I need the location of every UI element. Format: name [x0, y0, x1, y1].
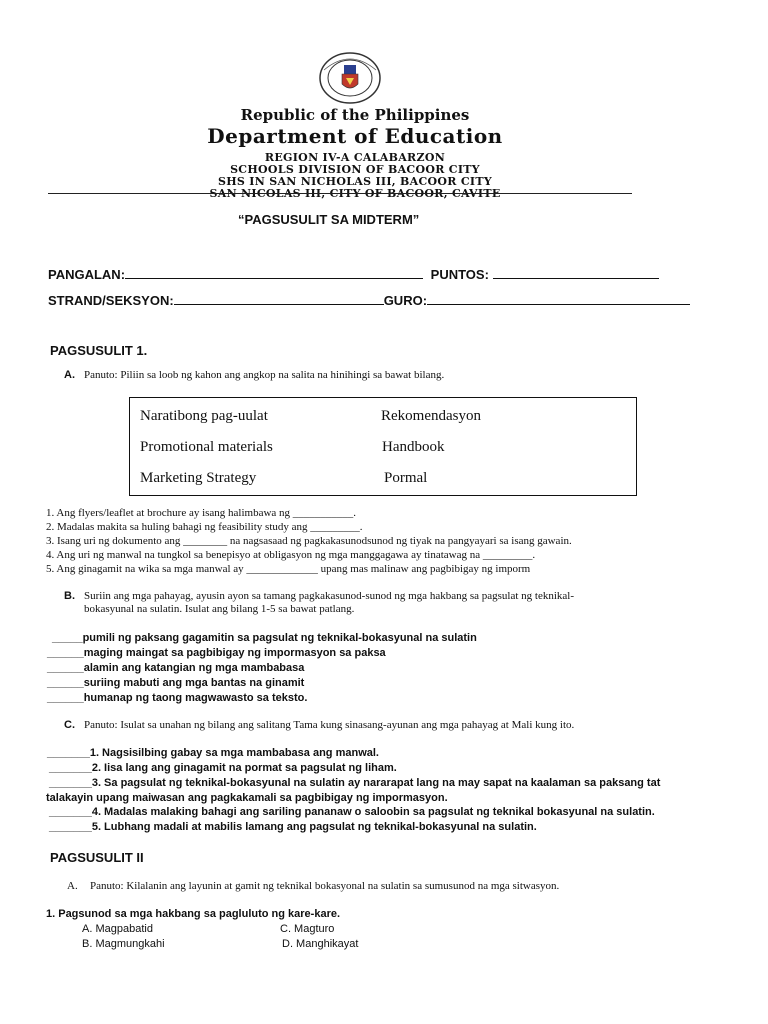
- test1-b-item-4: ______suriing mabuti ang mga bantas na ginamit: [47, 677, 305, 689]
- strand-blank[interactable]: [174, 292, 384, 305]
- choice-4: Handbook: [382, 439, 445, 455]
- choice-2: Rekomendasyon: [381, 408, 481, 424]
- header-divider: [48, 193, 632, 194]
- test2-a-letter: A.: [67, 880, 78, 892]
- test1-c-letter: C.: [64, 719, 75, 731]
- choice-3: Promotional materials: [140, 439, 273, 455]
- test2-q1-option-d: D. Manghikayat: [282, 938, 359, 950]
- strand-label: STRAND/SEKSYON:: [48, 293, 174, 308]
- test1-a-item-4: 4. Ang uri ng manwal na tungkol sa benepisyo at obligasyon ng mga manggagawa ay tinatawag na _________.: [46, 549, 536, 561]
- test2-a-instruction: Panuto: Kilalanin ang layunin at gamit ng teknikal bokasyonal na sulatin sa sumusunod na mga sitwasyon.: [90, 880, 560, 892]
- choices-box: [129, 397, 637, 496]
- department-heading: Department of Education: [207, 124, 503, 148]
- test2-q1-option-b: B. Magmungkahi: [82, 938, 165, 950]
- test1-b-item-1: _____pumili ng paksang gagamitin sa pagsulat ng teknikal-bokasyunal na sulatin: [52, 632, 477, 644]
- test2-question-1: 1. Pagsunod sa mga hakbang sa pagluluto ng kare-kare.: [46, 908, 341, 920]
- test1-a-item-2: 2. Madalas makita sa huling bahagi ng feasibility study ang _________.: [46, 521, 363, 533]
- test1-a-item-3: 3. Isang uri ng dokumento ang ________ na nagsasaad ng pagkakasunodsunod ng tiyak na pangyayari sa isang gawain.: [46, 535, 572, 547]
- test1-b-instruction-1: Suriin ang mga pahayag, ayusin ayon sa tamang pagkakasunod-sunod ng mga hakbang sa pagsulat ng teknikal-: [84, 590, 574, 602]
- test1-b-letter: B.: [64, 590, 75, 602]
- exam-title: “PAGSUSULIT SA MIDTERM”: [238, 212, 420, 227]
- test1-c-item-2: _______2. Iisa lang ang ginagamit na pormat sa pagsulat ng liham.: [49, 762, 397, 774]
- test1-c-item-4: _______4. Madalas malaking bahagi ang sariling pananaw o saloobin sa pagsulat ng teknikal bokasyunal na sulatin.: [49, 806, 655, 818]
- name-blank[interactable]: [125, 266, 423, 279]
- region-heading: REGION IV-A CALABARZON: [264, 151, 446, 164]
- test1-a-item-1: 1. Ang flyers/leaflet at brochure ay isang halimbawa ng ___________.: [46, 507, 357, 519]
- test1-b-item-5: ______humanap ng taong magwawasto sa teksto.: [47, 692, 308, 704]
- test1-c-item-1: _______1. Nagsisilbing gabay sa mga mambabasa ang manwal.: [47, 747, 379, 759]
- score-label: PUNTOS:: [430, 267, 489, 282]
- choice-1: Naratibong pag-uulat: [140, 408, 268, 424]
- teacher-label: GURO:: [383, 293, 428, 308]
- name-label: PANGALAN:: [48, 267, 126, 282]
- test1-b-item-2: ______maging maingat sa pagbibigay ng impormasyon sa paksa: [47, 647, 386, 659]
- strand-teacher-row: [48, 292, 690, 308]
- division-heading: SCHOOLS DIVISION OF BACOOR CITY: [230, 163, 480, 176]
- teacher-blank[interactable]: [427, 292, 690, 305]
- republic-heading: Republic of the Philippines: [240, 106, 470, 124]
- test1-c-instruction: Panuto: Isulat sa unahan ng bilang ang salitang Tama kung sinasang-ayunan ang mga pahayag at Mali kung ito.: [84, 719, 575, 731]
- test1-a-letter: A.: [64, 369, 75, 381]
- choice-6: Pormal: [384, 470, 428, 486]
- score-blank[interactable]: [493, 266, 659, 279]
- test1-a-instruction: Panuto: Piliin sa loob ng kahon ang angkop na salita na hinihingi sa bawat bilang.: [84, 369, 445, 381]
- choice-5: Marketing Strategy: [140, 470, 257, 486]
- test1-heading: PAGSUSULIT 1.: [50, 343, 148, 358]
- test2-q1-option-a: A. Magpabatid: [82, 923, 153, 935]
- test1-c-item-3-cont: talakayin upang maiwasan ang pagkakamali sa pagbibigay ng impormasyon.: [46, 792, 448, 804]
- test1-b-item-3: ______alamin ang katangian ng mga mambabasa: [47, 662, 305, 674]
- deped-seal-icon: [318, 52, 382, 104]
- test1-b-instruction-2: bokasyunal na sulatin. Isulat ang bilang 1-5 sa bawat patlang.: [84, 603, 355, 615]
- address-heading: SAN NICOLAS III, CITY OF BACOOR, CAVITE: [209, 187, 501, 200]
- name-score-row: [48, 266, 659, 282]
- test1-c-item-5: _______5. Lubhang madali at mabilis lamang ang pagsulat ng teknikal-bokasyunal na sulatin.: [49, 821, 537, 833]
- school-heading: SHS IN SAN NICHOLAS III, BACOOR CITY: [217, 175, 493, 188]
- test2-heading: PAGSUSULIT II: [50, 850, 144, 865]
- test1-c-item-3: _______3. Sa pagsulat ng teknikal-bokasyunal na sulatin ay nararapat lang na may sapat na kaalaman sa paksang tat: [49, 777, 661, 789]
- test2-q1-option-c: C. Magturo: [280, 923, 335, 935]
- test1-a-item-5: 5. Ang ginagamit na wika sa mga manwal ay _____________ upang mas malinaw ang pagbibigay ng imporm: [46, 563, 531, 575]
